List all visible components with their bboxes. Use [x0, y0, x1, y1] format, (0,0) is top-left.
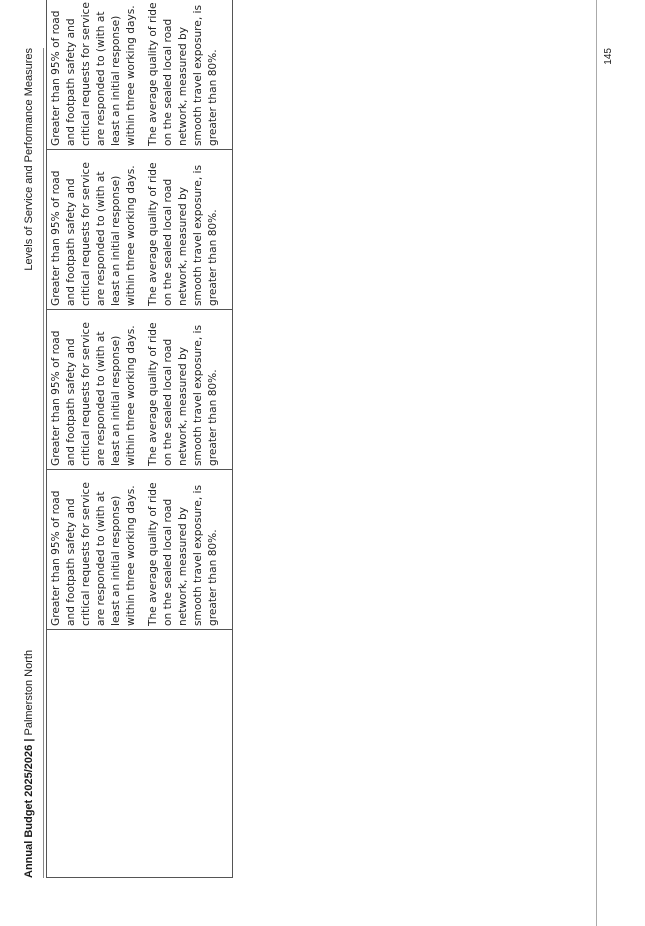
document-subtitle: Palmerston North: [23, 649, 35, 736]
ride-quality-measure-text: The average quality of ride on the sealed local road network, measured by smooth travel exposure, is greater than 80%.: [147, 2, 220, 146]
response-measure-text: Greater than 95% of road and footpath safety and critical requests for service are responded to (with at least an initial response) within three working days.: [50, 2, 138, 146]
ride-quality-measure-text: The average quality of ride on the sealed local road network, measured by smooth travel exposure, is greater than 80%.: [147, 162, 220, 306]
response-measure-text: Greater than 95% of road and footpath safety and critical requests for service are responded to (with at least an initial response) within three working days.: [50, 322, 138, 466]
page-number: 145: [603, 48, 614, 65]
document-title: Annual Budget 2025/2026: [23, 744, 35, 878]
measures-table: [46, 0, 233, 878]
ride-quality-measure-text: The average quality of ride on the sealed local road network, measured by smooth travel exposure, is greater than 80%.: [147, 482, 220, 626]
measure-cell-4: [47, 0, 233, 150]
response-measure-text: Greater than 95% of road and footpath safety and critical requests for service are responded to (with at least an initial response) within three working days.: [50, 482, 138, 626]
footer-divider: [596, 0, 597, 926]
document-header: [23, 650, 35, 878]
measure-cell-3: [47, 150, 233, 310]
ride-quality-measure-text: The average quality of ride on the sealed local road network, measured by smooth travel exposure, is greater than 80%.: [147, 322, 220, 466]
row-label-cell: [47, 630, 233, 878]
table-row: [47, 0, 233, 878]
measure-cell-2: [47, 310, 233, 470]
measure-cell-1: [47, 470, 233, 630]
response-measure-text: Greater than 95% of road and footpath safety and critical requests for service are responded to (with at least an initial response) within three working days.: [50, 162, 138, 306]
header-divider: [43, 48, 44, 878]
section-title: Levels of Service and Performance Measures: [23, 48, 35, 271]
header-separator: |: [23, 735, 35, 745]
